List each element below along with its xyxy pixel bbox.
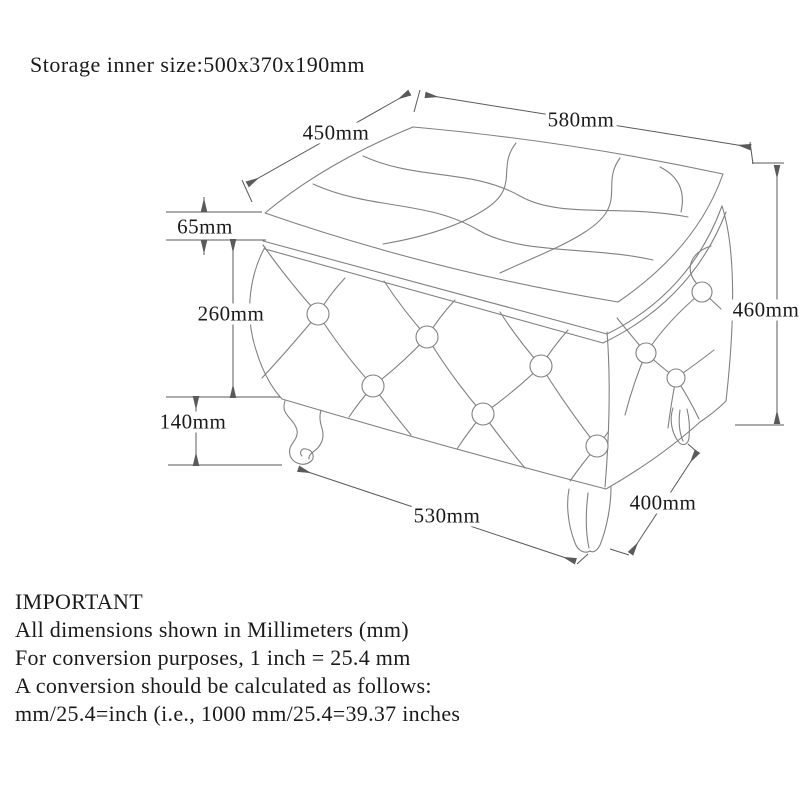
dim-label-580: 580mm (547, 107, 615, 132)
tufting-buttons (307, 282, 712, 457)
notes-line: mm/25.4=inch (i.e., 1000 mm/25.4=39.37 inches (15, 701, 461, 726)
dim-label-260: 260mm (197, 301, 265, 326)
notes-line: For conversion purposes, 1 inch = 25.4 mm (15, 645, 411, 670)
cushion-top (265, 127, 723, 302)
important-notes (15, 588, 460, 728)
dim-label-530: 530mm (413, 503, 481, 528)
storage-inner-size-note: Storage inner size:500x370x190mm (30, 52, 365, 77)
lid-band (263, 206, 726, 487)
body-outline (250, 206, 733, 489)
dim-label-65: 65mm (177, 214, 233, 239)
dim-label-140: 140mm (159, 409, 227, 434)
dim-label-400: 400mm (629, 490, 697, 515)
dim-label-450: 450mm (302, 120, 370, 145)
notes-line: A conversion should be calculated as follows: (15, 673, 432, 698)
side-tufting (617, 246, 721, 428)
notes-heading: IMPORTANT (15, 589, 143, 614)
dim-label-460: 460mm (732, 297, 800, 322)
front-tufting (262, 245, 608, 481)
notes-line: All dimensions shown in Millimeters (mm) (15, 617, 409, 642)
